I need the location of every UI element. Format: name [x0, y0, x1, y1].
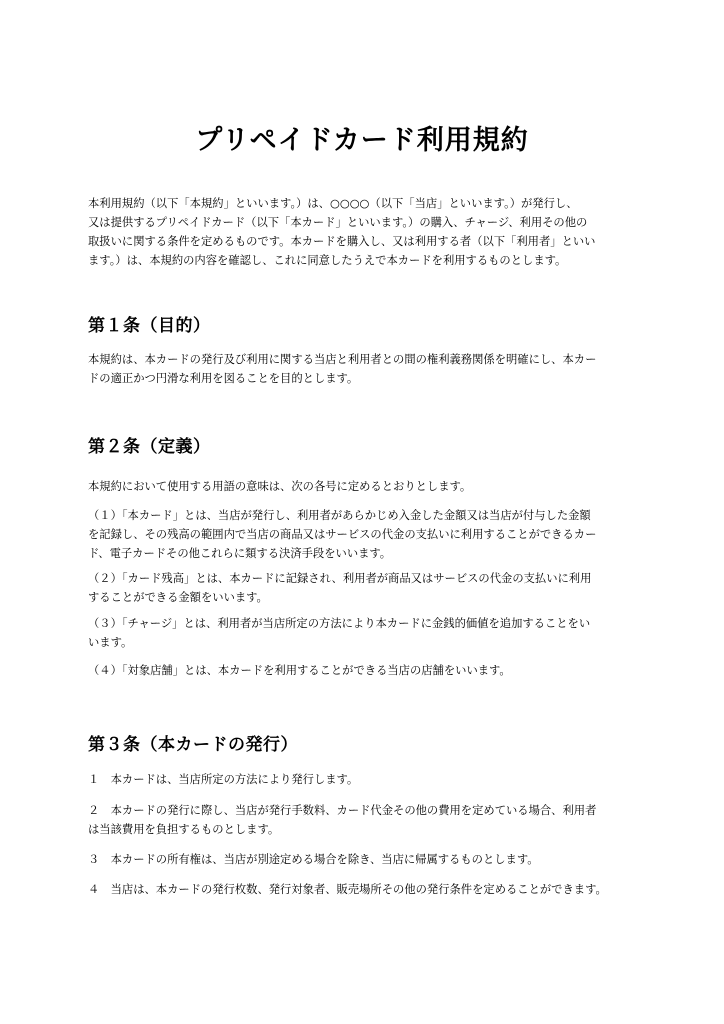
- article-2-item-4: （４）「対象店舗」とは、本カードを利用することができる当店の店舗をいいます。: [88, 664, 511, 677]
- article-3-clause-1: １ 本カードは、当店所定の方法により発行します。: [88, 773, 359, 786]
- article-3-clause-2: ２ 本カードの発行に際し、当店が発行手数料、カード代金その他の費用を定めている場合、利用者 は当該費用を負担するものとします。: [88, 804, 597, 836]
- article-2-item-2: （２）「カード残高」とは、本カードに記録され、利用者が商品又はサービスの代金の支払いに利用 することができる金額をいいます。: [88, 572, 592, 604]
- article-2-item-3: （３）「チャージ」とは、利用者が当店所定の方法により本カードに金銭的価値を追加することをい います。: [88, 617, 591, 649]
- article-1-heading: 第１条（目的）: [88, 316, 211, 336]
- intro-paragraph: 本利用規約（以下「本規約」といいます。）は、○○○○（以下「当店」といいます。）が発行し、 又は提供するプリペイドカード（以下「本カード」といいます。）の購入、チャージ、利用その他の 取扱いに関する条件を定めるものです。本カードを購入し、又は利用する者（以下「利用者」といい ます。）は、本規約の内容を確認し、これに同意したうえで本カードを利用するものとします。: [88, 197, 596, 267]
- article-1-paragraph-1: 本規約は、本カードの発行及び利用に関する当店と利用者との間の権利義務関係を明確にし、本カー ドの適正かつ円滑な利用を図ることを目的とします。: [88, 353, 597, 385]
- article-2-paragraph-1: 本規約において使用する用語の意味は、次の各号に定めるとおりとします。: [88, 480, 472, 493]
- article-3-heading: 第３条（本カードの発行）: [88, 735, 298, 755]
- article-3-clause-3: ３ 本カードの所有権は、当店が別途定める場合を除き、当店に帰属するものとします。: [88, 853, 539, 866]
- document-title: プリペイドカード利用規約: [195, 125, 529, 156]
- article-2-item-1: （１）「本カード」とは、当店が発行し、利用者があらかじめ入金した金額又は当店が付与した金額 を記録し、その残高の範囲内で当店の商品又はサービスの代金の支払いに利用することができるカー ド、電子カードその他これらに類する決済手段をいいます。: [88, 509, 597, 560]
- article-3-clause-4: ４ 当店は、本カードの発行枚数、発行対象者、販売場所その他の発行条件を定めることができます。: [88, 883, 607, 896]
- article-2-heading: 第２条（定義）: [88, 437, 211, 457]
